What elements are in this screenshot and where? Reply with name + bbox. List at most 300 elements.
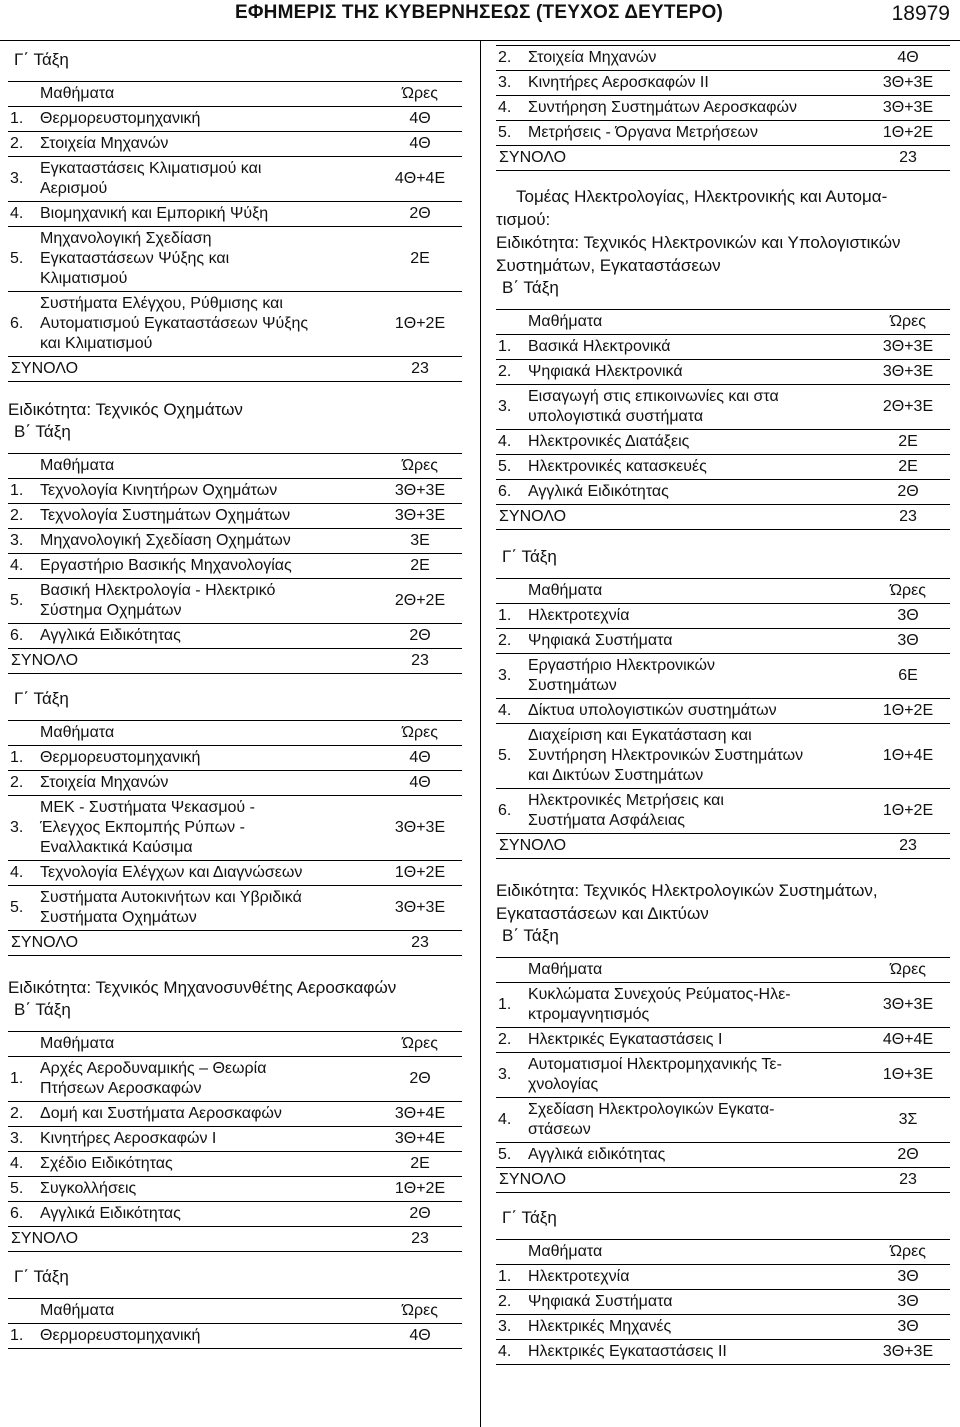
header-course: Μαθήματα (37, 454, 378, 479)
header-course: Μαθήματα (37, 1299, 378, 1324)
right-column (482, 41, 960, 1427)
header-number-cell (8, 1032, 37, 1057)
total-row (496, 1168, 950, 1193)
row-number: 6. (496, 480, 525, 505)
total-label: ΣΥΝΟΛΟ (8, 357, 378, 382)
total-label: ΣΥΝΟΛΟ (8, 649, 378, 674)
course-name-line: Θερμορευστομηχανική (40, 1327, 201, 1344)
course-name (37, 1177, 378, 1202)
course-name-line: Μηχανολογική Σχεδίαση (40, 230, 212, 247)
course-name (37, 746, 378, 771)
row-number: 2. (8, 132, 37, 157)
header-hours: Ώρες (866, 958, 950, 983)
header-hours: Ώρες (866, 310, 950, 335)
course-name-line: Βιομηχανική και Εμπορική Ψύξη (40, 205, 269, 222)
row-number: 2. (496, 46, 525, 71)
header-course: Μαθήματα (37, 82, 378, 107)
specialty-title: Ειδικότητα: Τεχνικός Οχημάτων (8, 400, 243, 419)
total-label: ΣΥΝΟΛΟ (496, 834, 866, 859)
course-name-line: Κινητήρες Αεροσκαφών Ι (40, 1130, 217, 1147)
course-name-line: Συστήματα Ασφάλειας (528, 812, 685, 829)
table-row (496, 789, 950, 834)
header-number-cell (8, 454, 37, 479)
table-row (496, 1143, 950, 1168)
table-row (8, 1152, 462, 1177)
header-course: Μαθήματα (525, 579, 866, 604)
left-column (0, 41, 481, 1427)
course-name (525, 430, 866, 455)
table-row (8, 886, 462, 931)
course-hours: 2Θ (378, 1202, 462, 1227)
header-hours: Ώρες (378, 721, 462, 746)
specialty-title: Συστημάτων, Εγκαταστάσεων (496, 256, 721, 275)
course-name-line: Διαχείριση και Εγκατάσταση και (528, 727, 752, 744)
row-number: 1. (8, 1324, 37, 1349)
class-title: Β΄ Τάξη (14, 1000, 71, 1019)
course-name-line: Συστημάτων (528, 677, 617, 694)
course-hours: 3Θ+3Ε (378, 886, 462, 931)
course-name-line: και Κλιματισμού (40, 335, 153, 352)
course-name-line: Ηλεκτρονικές Μετρήσεις και (528, 792, 724, 809)
row-number: 4. (8, 202, 37, 227)
course-name-line: Ψηφιακά Συστήματα (528, 1293, 673, 1310)
course-hours: 1Θ+2Ε (866, 699, 950, 724)
course-name (525, 724, 866, 789)
header-number-cell (496, 310, 525, 335)
total-row (496, 146, 950, 171)
course-name (37, 202, 378, 227)
row-number: 2. (496, 629, 525, 654)
row-number: 6. (8, 292, 37, 357)
table-row (8, 746, 462, 771)
course-hours: 2Ε (866, 430, 950, 455)
course-hours: 4Θ (378, 132, 462, 157)
specialty-block (496, 171, 950, 530)
courses-table (8, 720, 462, 956)
total-row (496, 505, 950, 530)
course-name (525, 983, 866, 1028)
row-number: 3. (496, 1053, 525, 1098)
table-row (496, 1053, 950, 1098)
class-title: Β΄ Τάξη (502, 926, 559, 945)
row-number: 5. (8, 227, 37, 292)
course-name-line: Αγγλικά Ειδικότητας (528, 483, 669, 500)
course-hours: 3Θ+3Ε (378, 504, 462, 529)
course-name (37, 579, 378, 624)
header-number-cell (8, 82, 37, 107)
row-number: 4. (496, 699, 525, 724)
course-name (525, 1053, 866, 1098)
header-hours: Ώρες (866, 1240, 950, 1265)
course-hours: 4Θ (378, 746, 462, 771)
course-name-line: Δομή και Συστήματα Αεροσκαφών (40, 1105, 282, 1122)
course-name-line: Αερισμού (40, 180, 108, 197)
table-header-row (496, 1240, 950, 1265)
course-hours: 2Θ (866, 480, 950, 505)
row-number: 4. (496, 1098, 525, 1143)
course-hours: 3Θ+3Ε (866, 71, 950, 96)
course-hours: 4Θ (866, 46, 950, 71)
course-name (525, 1265, 866, 1290)
course-name (525, 455, 866, 480)
row-number: 1. (8, 479, 37, 504)
table-header-row (8, 82, 462, 107)
course-name-line: Σχέδιο Ειδικότητας (40, 1155, 173, 1172)
table-row (8, 1102, 462, 1127)
table-row (496, 96, 950, 121)
table-row (496, 1290, 950, 1315)
course-name-line: Αγγλικά Ειδικότητας (40, 627, 181, 644)
course-name-line: Τεχνολογία Κινητήρων Οχημάτων (40, 482, 278, 499)
table-row (8, 1324, 462, 1349)
header-course: Μαθήματα (525, 958, 866, 983)
table-row (496, 699, 950, 724)
course-hours: 2Ε (378, 554, 462, 579)
course-name-line: Συστήματα Ελέγχου, Ρύθμισης και (40, 295, 283, 312)
course-name-line: Ηλεκτροτεχνία (528, 1268, 630, 1285)
course-name (525, 1028, 866, 1053)
row-number: 2. (8, 771, 37, 796)
course-hours: 2Θ (378, 624, 462, 649)
row-number: 2. (8, 1102, 37, 1127)
course-hours: 3Θ (866, 1290, 950, 1315)
curriculum-block (8, 674, 462, 956)
course-hours: 1Θ+2Ε (378, 1177, 462, 1202)
class-title: Γ΄ Τάξη (502, 1208, 557, 1227)
course-name (37, 479, 378, 504)
row-number: 2. (496, 360, 525, 385)
curriculum-block (496, 1193, 950, 1365)
row-number: 3. (496, 654, 525, 699)
course-name-line: Έλεγχος Εκπομπής Ρύπων - (40, 819, 245, 836)
row-number: 1. (496, 604, 525, 629)
course-name-line: Κλιματισμού (40, 270, 128, 287)
course-name-line: Συστήματα Αυτοκινήτων και Υβριδικά (40, 889, 302, 906)
course-name (37, 1202, 378, 1227)
table-row (496, 480, 950, 505)
header-number-cell (8, 1299, 37, 1324)
specialty-title: Ειδικότητα: Τεχνικός Ηλεκτρονικών και Υπολογιστικών (496, 233, 901, 252)
course-name (37, 1102, 378, 1127)
course-hours: 2Θ+3Ε (866, 385, 950, 430)
specialty-block (8, 382, 462, 674)
course-hours: 2Θ (378, 202, 462, 227)
header-hours: Ώρες (866, 579, 950, 604)
course-name-line: Εγκαταστάσεις Κλιματισμού και (40, 160, 262, 177)
course-name-line: Ηλεκτρικές Εγκαταστάσεις Ι (528, 1031, 723, 1048)
total-value: 23 (378, 357, 462, 382)
course-hours: 3Ε (378, 529, 462, 554)
class-title: Β΄ Τάξη (502, 278, 559, 297)
course-hours: 3Θ+3Ε (866, 335, 950, 360)
course-name (525, 654, 866, 699)
row-number: 4. (8, 861, 37, 886)
row-number: 3. (8, 529, 37, 554)
row-number: 6. (496, 789, 525, 834)
course-hours: 1Θ+2Ε (866, 121, 950, 146)
course-name-line: υπολογιστικά συστήματα (528, 408, 704, 425)
courses-table (496, 1239, 950, 1365)
row-number: 1. (496, 335, 525, 360)
row-number: 4. (496, 430, 525, 455)
page-header (0, 0, 960, 41)
table-row (8, 796, 462, 861)
course-name-line: ΜΕΚ - Συστήματα Ψεκασμού - (40, 799, 255, 816)
course-hours: 1Θ+2Ε (378, 861, 462, 886)
specialty-block (8, 956, 462, 1252)
table-row (8, 479, 462, 504)
table-row (496, 46, 950, 71)
course-name-line: Εργαστήριο Ηλεκτρονικών (528, 657, 715, 674)
table-row (496, 360, 950, 385)
table-row (8, 157, 462, 202)
table-header-row (8, 1299, 462, 1324)
table-row (496, 654, 950, 699)
row-number: 4. (496, 96, 525, 121)
course-name-line: Εναλλακτικά Καύσιμα (40, 839, 193, 856)
row-number: 4. (8, 1152, 37, 1177)
course-hours: 3Θ (866, 1315, 950, 1340)
row-number: 3. (8, 796, 37, 861)
course-hours: 3Θ+3Ε (866, 983, 950, 1028)
row-number: 4. (496, 1340, 525, 1365)
table-row (8, 579, 462, 624)
row-number: 1. (8, 746, 37, 771)
course-name-line: Εργαστήριο Βασικής Μηχανολογίας (40, 557, 292, 574)
table-row (8, 624, 462, 649)
course-name-line: Ηλεκτρονικές κατασκευές (528, 458, 707, 475)
course-name (525, 121, 866, 146)
course-name (37, 292, 378, 357)
table-row (496, 604, 950, 629)
table-row (8, 202, 462, 227)
course-name (37, 771, 378, 796)
curriculum-block (496, 41, 950, 171)
class-title: Γ΄ Τάξη (14, 689, 69, 708)
course-name-line: Αρχές Αεροδυναμικής – Θεωρία (40, 1060, 267, 1077)
course-name-line: Εισαγωγή στις επικοινωνίες και στα (528, 388, 779, 405)
courses-table (496, 45, 950, 171)
course-name (525, 1098, 866, 1143)
total-value: 23 (378, 931, 462, 956)
table-header-row (8, 1032, 462, 1057)
row-number: 5. (8, 579, 37, 624)
row-number: 3. (496, 1315, 525, 1340)
gazette-title: ΕΦΗΜΕΡΙΣ ΤΗΣ ΚΥΒΕΡΝΗΣΕΩΣ (ΤΕΥΧΟΣ ΔΕΥΤΕΡΟ) (235, 2, 723, 23)
course-name (37, 157, 378, 202)
course-name (525, 46, 866, 71)
course-name-line: Ψηφιακά Ηλεκτρονικά (528, 363, 683, 380)
course-name (525, 480, 866, 505)
row-number: 1. (8, 1057, 37, 1102)
total-value: 23 (866, 1168, 950, 1193)
course-name (525, 360, 866, 385)
total-label: ΣΥΝΟΛΟ (8, 1227, 378, 1252)
course-name-line: Συγκολλήσεις (40, 1180, 137, 1197)
header-course: Μαθήματα (525, 310, 866, 335)
header-hours: Ώρες (378, 1299, 462, 1324)
course-name-line: Βασικά Ηλεκτρονικά (528, 338, 671, 355)
table-row (8, 554, 462, 579)
total-row (8, 1227, 462, 1252)
course-hours: 2Ε (866, 455, 950, 480)
course-name-line: στάσεων (528, 1121, 591, 1138)
row-number: 5. (8, 1177, 37, 1202)
table-row (8, 107, 462, 132)
total-value: 23 (866, 146, 950, 171)
course-hours: 4Θ (378, 1324, 462, 1349)
table-row (8, 292, 462, 357)
table-row (496, 1028, 950, 1053)
row-number: 3. (8, 157, 37, 202)
curriculum-block (8, 41, 462, 382)
course-name-line: κτρομαγνητισμός (528, 1006, 650, 1023)
course-name (525, 629, 866, 654)
course-name-line: Μηχανολογική Σχεδίαση Οχημάτων (40, 532, 291, 549)
table-header-row (8, 721, 462, 746)
courses-table (8, 1031, 462, 1252)
course-hours: 4Θ+4Ε (866, 1028, 950, 1053)
course-name-line: Στοιχεία Μηχανών (528, 49, 657, 66)
specialty-block (496, 859, 950, 1193)
course-hours: 3Θ+3Ε (378, 479, 462, 504)
table-row (496, 1265, 950, 1290)
total-value: 23 (378, 1227, 462, 1252)
course-name-line: Αυτοματισμού Εγκαταστάσεων Ψύξης (40, 315, 309, 332)
course-hours: 2Θ (866, 1143, 950, 1168)
course-name (525, 1290, 866, 1315)
table-row (496, 430, 950, 455)
course-name (525, 1143, 866, 1168)
course-name (525, 71, 866, 96)
row-number: 2. (8, 504, 37, 529)
course-name (525, 1340, 866, 1365)
total-label: ΣΥΝΟΛΟ (8, 931, 378, 956)
table-row (8, 227, 462, 292)
header-number-cell (496, 1240, 525, 1265)
table-header-row (496, 579, 950, 604)
courses-table (8, 1298, 462, 1349)
class-title: Γ΄ Τάξη (14, 50, 69, 69)
table-row (8, 132, 462, 157)
course-name-line: Κυκλώματα Συνεχούς Ρεύματος-Ηλε- (528, 986, 791, 1003)
courses-table (8, 453, 462, 674)
course-name-line: Κινητήρες Αεροσκαφών ΙΙ (528, 74, 709, 91)
course-name-line: Τεχνολογία Συστημάτων Οχημάτων (40, 507, 291, 524)
courses-table (496, 309, 950, 530)
class-title: Β΄ Τάξη (14, 422, 71, 441)
table-row (8, 1127, 462, 1152)
course-hours: 6Ε (866, 654, 950, 699)
table-row (8, 1057, 462, 1102)
row-number: 3. (496, 71, 525, 96)
course-name-line: Αγγλικά ειδικότητας (528, 1146, 666, 1163)
header-course: Μαθήματα (525, 1240, 866, 1265)
course-name (525, 789, 866, 834)
course-name-line: Σχεδίαση Ηλεκτρολογικών Εγκατα- (528, 1101, 775, 1118)
course-hours: 3Θ (866, 629, 950, 654)
course-name (525, 335, 866, 360)
course-name (37, 227, 378, 292)
total-value: 23 (866, 834, 950, 859)
sector-title: Τομέας Ηλεκτρολογίας, Ηλεκτρονικής και Αυτομα- (516, 187, 888, 206)
course-name-line: Πτήσεων Αεροσκαφών (40, 1080, 202, 1097)
course-name (37, 504, 378, 529)
course-hours: 3Θ+3Ε (866, 1340, 950, 1365)
row-number: 1. (8, 107, 37, 132)
row-number: 5. (496, 121, 525, 146)
course-name-line: χνολογίας (528, 1076, 599, 1093)
header-hours: Ώρες (378, 82, 462, 107)
course-name (525, 604, 866, 629)
course-name-line: και Δικτύων Συστημάτων (528, 767, 704, 784)
row-number: 5. (496, 1143, 525, 1168)
table-row (8, 504, 462, 529)
specialty-title: Εγκαταστάσεων και Δικτύων (496, 904, 709, 923)
header-number-cell (8, 721, 37, 746)
course-hours: 3Θ+3Ε (378, 796, 462, 861)
course-name (525, 385, 866, 430)
course-name-line: Αυτοματισμοί Ηλεκτρομηχανικής Τε- (528, 1056, 782, 1073)
table-row (496, 385, 950, 430)
course-name-line: Στοιχεία Μηχανών (40, 135, 169, 152)
header-hours: Ώρες (378, 1032, 462, 1057)
specialty-title: Ειδικότητα: Τεχνικός Ηλεκτρολογικών Συστημάτων, (496, 881, 878, 900)
course-hours: 3Θ+3Ε (866, 96, 950, 121)
page-number: 18979 (891, 2, 950, 25)
total-row (8, 931, 462, 956)
total-label: ΣΥΝΟΛΟ (496, 1168, 866, 1193)
row-number: 6. (8, 1202, 37, 1227)
course-name-line: Συντήρηση Ηλεκτρονικών Συστημάτων (528, 747, 804, 764)
courses-table (496, 957, 950, 1193)
header-number-cell (496, 579, 525, 604)
course-name (37, 861, 378, 886)
row-number: 3. (8, 1127, 37, 1152)
course-hours: 2Θ (378, 1057, 462, 1102)
course-hours: 3Θ+3Ε (866, 360, 950, 385)
header-hours: Ώρες (378, 454, 462, 479)
table-row (496, 1098, 950, 1143)
row-number: 4. (8, 554, 37, 579)
class-title: Γ΄ Τάξη (502, 547, 557, 566)
course-hours: 1Θ+2Ε (378, 292, 462, 357)
total-value: 23 (378, 649, 462, 674)
table-row (8, 1202, 462, 1227)
course-name-line: Σύστημα Οχημάτων (40, 602, 182, 619)
total-label: ΣΥΝΟΛΟ (496, 505, 866, 530)
course-name-line: Θερμορευστομηχανική (40, 110, 201, 127)
course-name-line: Στοιχεία Μηχανών (40, 774, 169, 791)
course-name (37, 886, 378, 931)
course-name-line: Θερμορευστομηχανική (40, 749, 201, 766)
header-course: Μαθήματα (37, 721, 378, 746)
course-name-line: Συστήματα Οχημάτων (40, 909, 197, 926)
total-row (8, 357, 462, 382)
row-number: 5. (496, 455, 525, 480)
table-row (496, 1340, 950, 1365)
table-row (8, 529, 462, 554)
course-name (37, 1057, 378, 1102)
course-hours: 1Θ+4Ε (866, 724, 950, 789)
course-name-line: Συντήρηση Συστημάτων Αεροσκαφών (528, 99, 798, 116)
course-hours: 3Θ (866, 1265, 950, 1290)
curriculum-block (496, 530, 950, 859)
row-number: 6. (8, 624, 37, 649)
course-hours: 3Σ (866, 1098, 950, 1143)
courses-table (8, 81, 462, 382)
table-row (496, 983, 950, 1028)
